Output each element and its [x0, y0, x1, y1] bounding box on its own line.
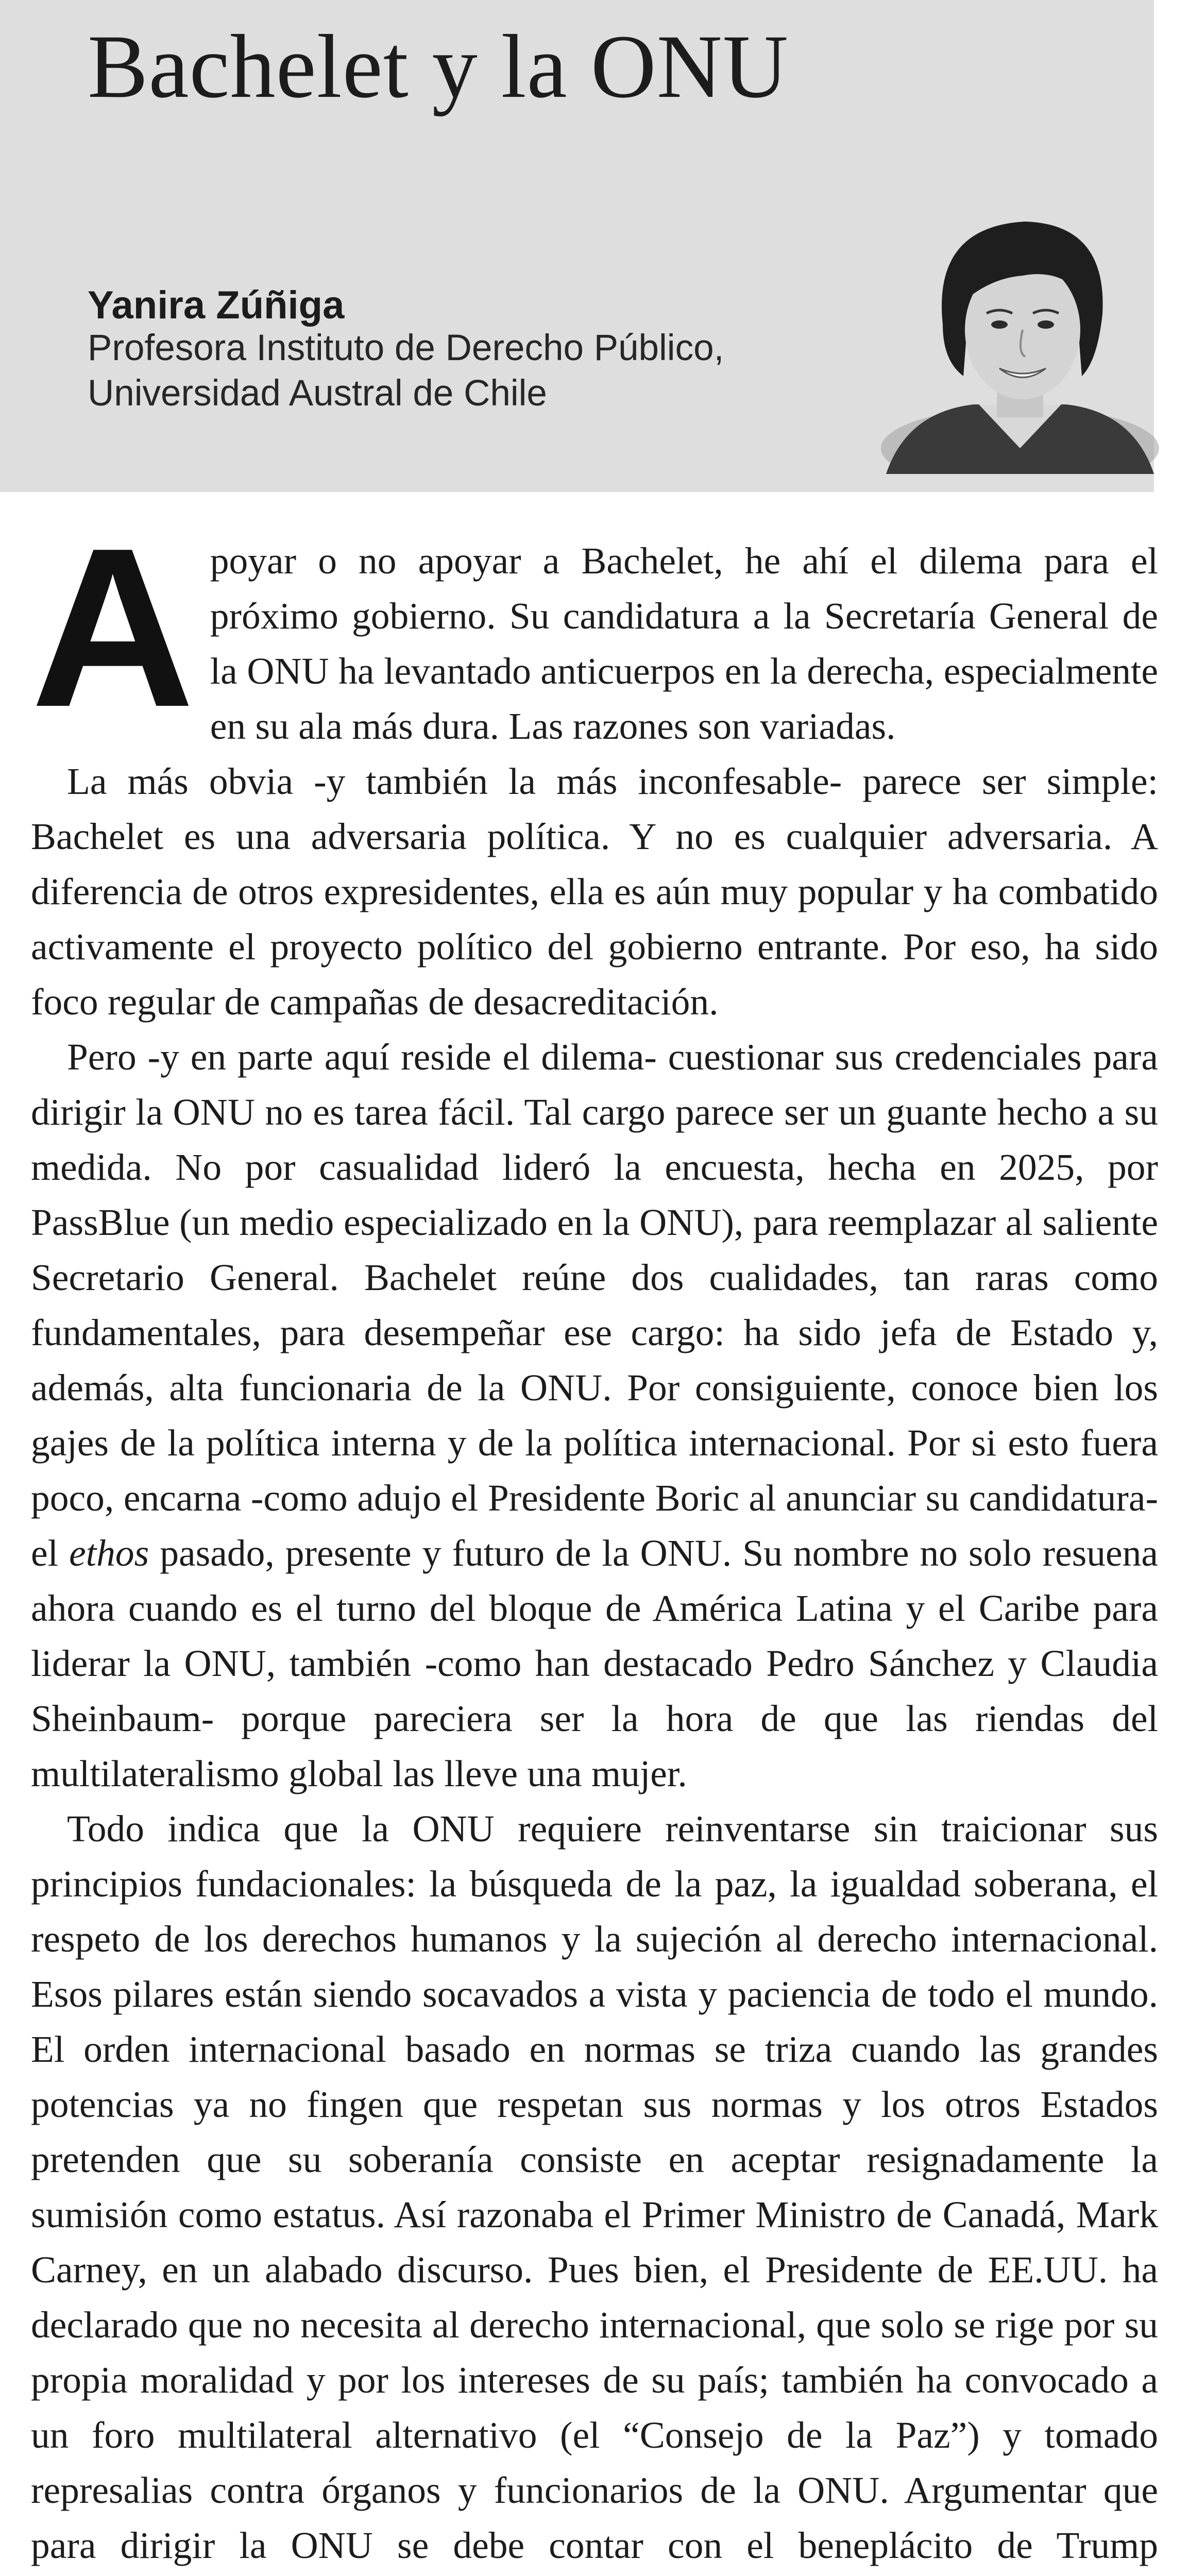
paragraph-text: pasado, presente y futuro de la ONU. Su nombre no solo resuena ahora cuando es el turno del bloque de América Latina y el Caribe para liderar la ONU, también -como han destacado Pedro Sánchez y Claudia Sheinbaum- porque pareciera ser la hora de que las riendas del multilateralismo global las lleve una mujer. [31, 1532, 1159, 1794]
author-name: Yanira Zúñiga [88, 283, 345, 327]
article-body [31, 501, 1159, 2576]
paragraph-text: La más obvia -y también la más inconfesable- parece ser simple: Bachelet es una adversaria política. Y no es cualquier adversaria. A diferencia de otros expresidentes, ella es aún muy popular y ha combatido activamente el proyecto político del gobierno entrante. Por eso, ha sido foco regular de campañas de desacreditación. [31, 760, 1158, 1023]
paragraph [31, 1029, 1158, 1801]
author-portrait [876, 206, 1164, 474]
author-role-line: Universidad Austral de Chile [88, 373, 547, 414]
paragraph-text: Pero -y en parte aquí reside el dilema- cuestionar sus credenciales para dirigir la ONU no es tarea fácil. Tal cargo parece ser un guante hecho a su medida. No por casualidad lideró la encuesta, hecha en 2025, por PassBlue (un medio especializado en la ONU), para reemplazar al saliente Secretario General. Bachelet reúne dos cualidades, tan raras como fundamentales, para desempeñar ese cargo: ha sido jefa de Estado y, además, alta funcionaria de la ONU. Por consiguiente, conoce bien los gajes de la política interna y de la política internacional. Por si esto fuera poco, encarna -como adujo el Presidente Boric al anunciar su candidatura- el [31, 1036, 1158, 1574]
page-title: Bachelet y la ONU [88, 16, 789, 117]
author-role [88, 326, 860, 416]
author-role-line: Profesora Instituto de Derecho Público, [88, 328, 724, 368]
paragraph: Todo indica que la ONU requiere reinventarse sin traicionar sus principios fundacionales: la búsqueda de la paz, la igualdad soberana, el respeto de los derechos humanos y la sujeción al derecho internacional. Esos pilares están siendo socavados a vista y paciencia de todo el mundo. El orden internacional basado en normas se triza cuando las grandes potencias ya no fingen que respetan sus normas y los otros Estados pretenden que su soberanía consiste en aceptar resignadamente la sumisión como estatus. Así razonaba el Primer Ministro de Canadá, Mark Carney, en un alabado discurso. Pues bien, el Presidente de EE.UU. ha declarado que no necesita al derecho internacional, que solo se rige por su propia moralidad y por los intereses de su país; también ha convocado a un foro multilateral alternativo (el “Consejo de la Paz”) y tomado represalias contra órganos y funcionarios de la ONU. Argumentar que para dirigir la ONU se debe contar con el beneplácito de Trump [31, 1808, 1158, 2566]
header-box [0, 0, 1154, 492]
italic-term: ethos [69, 1532, 149, 1574]
paragraph [31, 501, 1158, 1029]
paragraph-text: poyar o no apoyar a Bachelet, he ahí el dilema para el próximo gobierno. Su candidatura a la Secretaría General de la ONU ha levantado anticuerpos en la derecha, especialmente en su ala más dura. Las razones son variadas. [210, 540, 1158, 747]
drop-cap: A [31, 501, 195, 754]
